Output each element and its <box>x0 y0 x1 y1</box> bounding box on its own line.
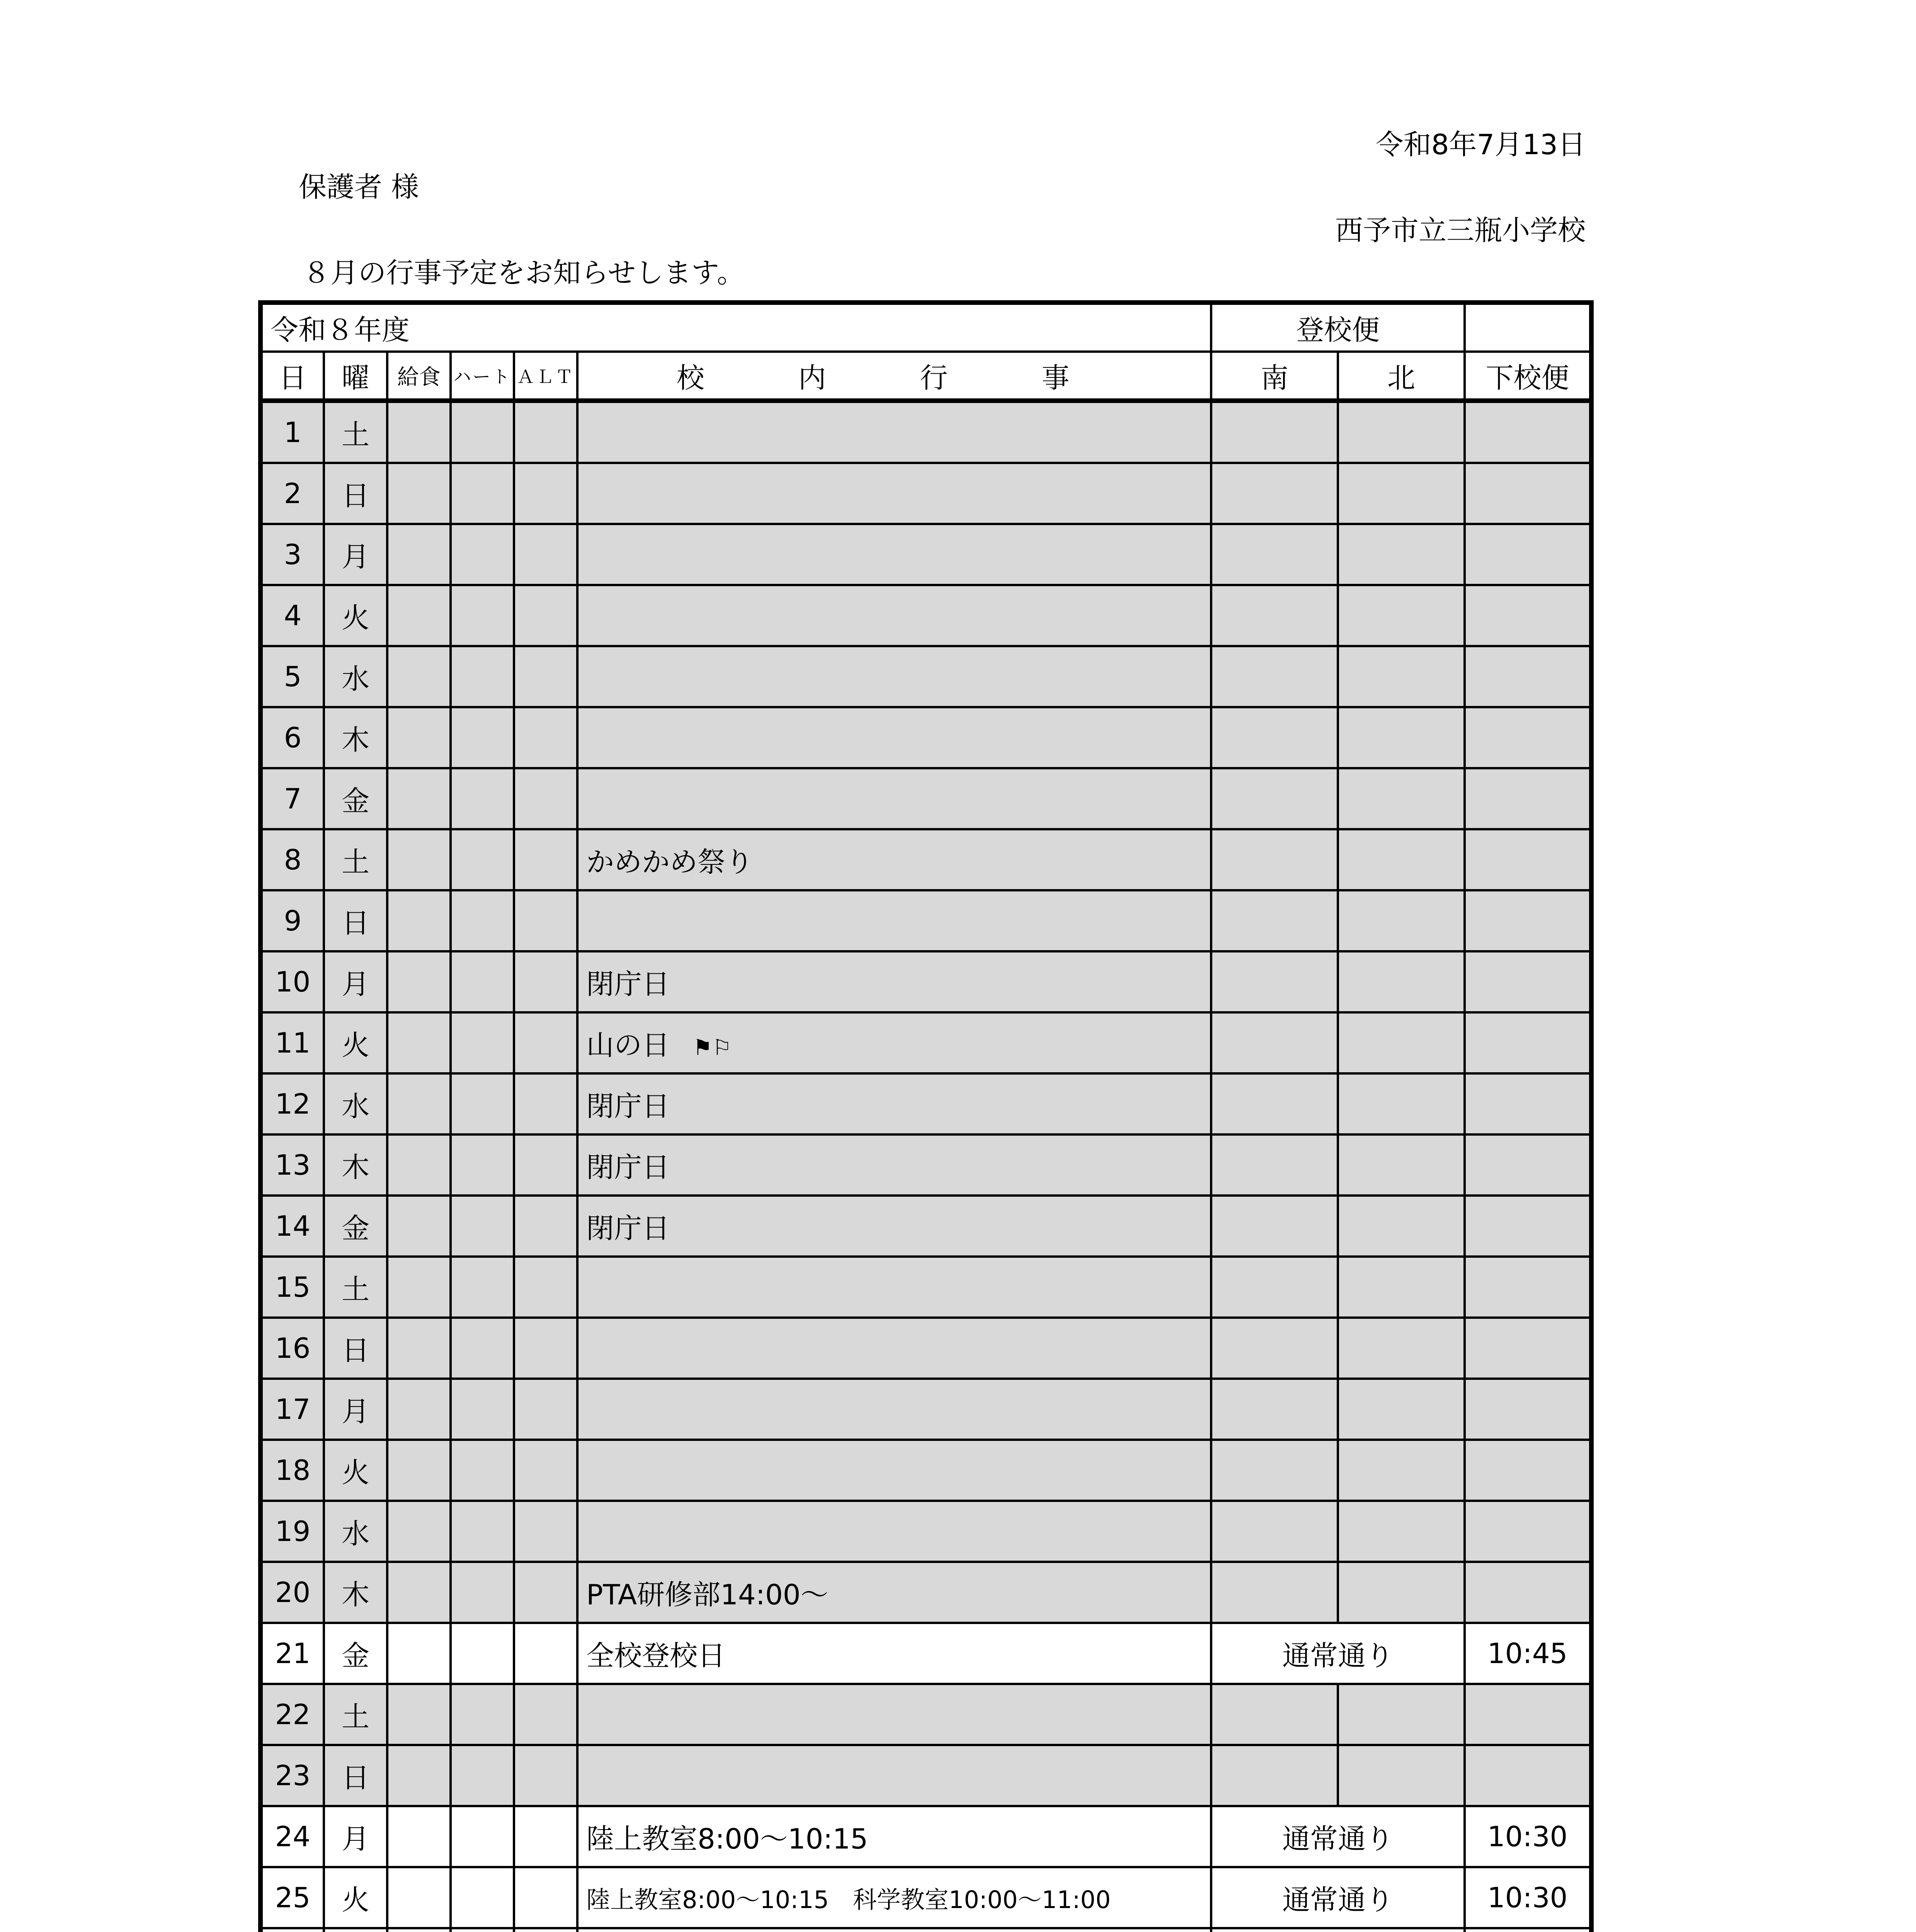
weekday: 水 <box>324 646 387 707</box>
heart-cell <box>451 1867 514 1928</box>
weekday: 土 <box>324 1257 387 1318</box>
day-number: 2 <box>260 463 324 524</box>
day-number: 12 <box>260 1073 324 1134</box>
dismissal-time <box>1465 1012 1591 1073</box>
heart-cell <box>451 829 514 890</box>
weekday: 火 <box>324 1867 387 1928</box>
south-bus-cell <box>1211 768 1338 829</box>
day-number: 23 <box>260 1745 324 1806</box>
heart-cell <box>451 1562 514 1623</box>
event-cell <box>577 1134 1211 1196</box>
north-bus-cell <box>1338 707 1465 768</box>
day-number: 9 <box>260 890 324 951</box>
table-row <box>260 1379 1591 1440</box>
event-text: 閉庁日 <box>586 1212 670 1245</box>
alt-cell <box>514 1745 577 1806</box>
day-number: 4 <box>260 585 324 646</box>
day-number: 10 <box>260 951 324 1012</box>
heart-cell <box>451 1012 514 1073</box>
north-bus-cell <box>1338 1257 1465 1318</box>
south-bus-cell <box>1211 1012 1338 1073</box>
dismissal-time <box>1465 646 1591 707</box>
table-row <box>260 829 1591 890</box>
day-number: 3 <box>260 524 324 585</box>
arrival-bus-header: 登校便 <box>1211 303 1465 352</box>
north-bus-cell <box>1338 524 1465 585</box>
south-bus-cell <box>1211 1196 1338 1257</box>
alt-cell <box>514 1806 577 1867</box>
day-number <box>260 1928 324 1932</box>
table-row <box>260 463 1591 524</box>
event-cell <box>577 1745 1211 1806</box>
weekday: 日 <box>324 1745 387 1806</box>
day-number: 21 <box>260 1623 324 1684</box>
event-cell <box>577 1623 1211 1684</box>
event-cell <box>577 1440 1211 1501</box>
table-row <box>260 1684 1591 1745</box>
heart-cell <box>451 463 514 524</box>
north-bus-cell <box>1338 1318 1465 1379</box>
dismissal-time <box>1465 1379 1591 1440</box>
event-text: 閉庁日 <box>586 1151 670 1184</box>
lunch-cell <box>387 1806 451 1867</box>
weekday: 火 <box>324 585 387 646</box>
heart-cell <box>451 768 514 829</box>
event-text: 閉庁日 <box>586 1090 670 1122</box>
col-lunch-header: 給食 <box>387 352 451 401</box>
table-row <box>260 401 1591 463</box>
weekday: 土 <box>324 401 387 463</box>
dismissal-time <box>1465 1257 1591 1318</box>
event-cell <box>577 524 1211 585</box>
dismissal-time <box>1465 1928 1591 1932</box>
alt-cell <box>514 524 577 585</box>
event-cell <box>577 1684 1211 1745</box>
table-row <box>260 890 1591 951</box>
weekday: 日 <box>324 463 387 524</box>
day-number: 13 <box>260 1134 324 1196</box>
heart-cell <box>451 1928 514 1932</box>
dismissal-time <box>1465 768 1591 829</box>
south-bus-cell <box>1211 646 1338 707</box>
col-weekday-header: 曜 <box>324 352 387 401</box>
alt-cell <box>514 585 577 646</box>
heart-cell <box>451 707 514 768</box>
event-cell <box>577 1501 1211 1562</box>
south-bus-cell <box>1211 707 1338 768</box>
day-number: 6 <box>260 707 324 768</box>
south-bus-cell <box>1211 1134 1338 1196</box>
south-bus-cell <box>1211 829 1338 890</box>
heart-cell <box>451 1806 514 1867</box>
heart-cell <box>451 1623 514 1684</box>
event-cell <box>577 1867 1211 1928</box>
table-row <box>260 1440 1591 1501</box>
arrival-bus-cell: 通常通り <box>1211 1806 1465 1867</box>
day-number: 14 <box>260 1196 324 1257</box>
heart-cell <box>451 1073 514 1134</box>
alt-cell <box>514 1440 577 1501</box>
table-row <box>260 768 1591 829</box>
arrival-bus-cell <box>1211 1928 1465 1932</box>
event-cell <box>577 890 1211 951</box>
dismissal-time <box>1465 1440 1591 1501</box>
alt-cell <box>514 1684 577 1745</box>
lunch-cell <box>387 1867 451 1928</box>
south-bus-cell <box>1211 1745 1338 1806</box>
weekday: 金 <box>324 1623 387 1684</box>
addressee: 保護者 様 <box>299 171 419 203</box>
lunch-cell <box>387 1501 451 1562</box>
heart-cell <box>451 1257 514 1318</box>
south-bus-cell <box>1211 1379 1338 1440</box>
weekday: 土 <box>324 1684 387 1745</box>
alt-cell <box>514 1867 577 1928</box>
table-row <box>260 1134 1591 1196</box>
day-number: 8 <box>260 829 324 890</box>
day-number: 11 <box>260 1012 324 1073</box>
alt-cell <box>514 1379 577 1440</box>
dismissal-time <box>1465 463 1591 524</box>
dismissal-time <box>1465 890 1591 951</box>
table-row <box>260 1073 1591 1134</box>
fiscal-year-label: 令和８年度 <box>260 303 1211 352</box>
table-row <box>260 524 1591 585</box>
lunch-cell <box>387 1562 451 1623</box>
alt-cell <box>514 951 577 1012</box>
alt-cell <box>514 401 577 463</box>
north-bus-cell <box>1338 646 1465 707</box>
lunch-cell <box>387 1440 451 1501</box>
south-bus-cell <box>1211 1257 1338 1318</box>
dismissal-time <box>1465 1562 1591 1623</box>
north-bus-cell <box>1338 1562 1465 1623</box>
weekday: 土 <box>324 829 387 890</box>
arrival-bus-cell: 通常通り <box>1211 1867 1465 1928</box>
event-cell <box>577 829 1211 890</box>
event-cell <box>577 1257 1211 1318</box>
alt-cell <box>514 1928 577 1932</box>
table-row <box>260 1318 1591 1379</box>
alt-cell <box>514 768 577 829</box>
weekday: 金 <box>324 768 387 829</box>
table-row <box>260 1012 1591 1073</box>
col-day-header: 日 <box>260 352 324 401</box>
north-bus-cell <box>1338 1745 1465 1806</box>
south-bus-cell <box>1211 890 1338 951</box>
col-heart-header: ハート <box>451 352 514 401</box>
lunch-cell <box>387 585 451 646</box>
document-date: 令和8年7月13日 <box>1375 128 1586 161</box>
col-south-header: 南 <box>1211 352 1338 401</box>
event-text: 全校登校日 <box>586 1639 726 1672</box>
dismissal-time <box>1465 1684 1591 1745</box>
table-row <box>260 1867 1591 1928</box>
school-name: 西予市立三瓶小学校 <box>1335 214 1586 247</box>
intro-text: ８月の行事予定をお知らせします。 <box>303 257 745 289</box>
weekday: 水 <box>324 1073 387 1134</box>
south-bus-cell <box>1211 1318 1338 1379</box>
north-bus-cell <box>1338 585 1465 646</box>
event-cell <box>577 1806 1211 1867</box>
day-number: 16 <box>260 1318 324 1379</box>
dismissal-time <box>1465 1134 1591 1196</box>
event-cell <box>577 1012 1211 1073</box>
south-bus-cell <box>1211 463 1338 524</box>
heart-cell <box>451 1440 514 1501</box>
table-row <box>260 1562 1591 1623</box>
schedule-table <box>258 300 1594 1932</box>
event-cell <box>577 1318 1211 1379</box>
dismissal-time <box>1465 951 1591 1012</box>
event-cell <box>577 1196 1211 1257</box>
lunch-cell <box>387 1012 451 1073</box>
lunch-cell <box>387 646 451 707</box>
day-number: 20 <box>260 1562 324 1623</box>
north-bus-cell <box>1338 401 1465 463</box>
dismissal-time <box>1465 585 1591 646</box>
event-text: 陸上教室8:00～10:15 科学教室10:00～11:00 <box>586 1885 1111 1914</box>
lunch-cell <box>387 890 451 951</box>
south-bus-cell <box>1211 585 1338 646</box>
heart-cell <box>451 1196 514 1257</box>
event-cell <box>577 1073 1211 1134</box>
day-number: 5 <box>260 646 324 707</box>
alt-cell <box>514 1318 577 1379</box>
alt-cell <box>514 1257 577 1318</box>
col-alt-header: ＡＬＴ <box>514 352 577 401</box>
alt-cell <box>514 1134 577 1196</box>
day-number: 15 <box>260 1257 324 1318</box>
event-cell <box>577 646 1211 707</box>
south-bus-cell <box>1211 1501 1338 1562</box>
blank-header-cell <box>1465 303 1591 352</box>
lunch-cell <box>387 1623 451 1684</box>
south-bus-cell <box>1211 1562 1338 1623</box>
crossed-flags-icon: ⚑⚐ <box>693 1035 732 1060</box>
day-number: 24 <box>260 1806 324 1867</box>
table-row <box>260 1806 1591 1867</box>
weekday: 金 <box>324 1196 387 1257</box>
day-number: 18 <box>260 1440 324 1501</box>
north-bus-cell <box>1338 1440 1465 1501</box>
weekday: 木 <box>324 707 387 768</box>
alt-cell <box>514 707 577 768</box>
event-text: 山の日 <box>586 1029 670 1061</box>
north-bus-cell <box>1338 1501 1465 1562</box>
table-row <box>260 1745 1591 1806</box>
dismissal-time <box>1465 1073 1591 1134</box>
dismissal-time <box>1465 707 1591 768</box>
alt-cell <box>514 1501 577 1562</box>
north-bus-cell <box>1338 951 1465 1012</box>
event-text: 陸上教室8:00～10:15 <box>586 1823 868 1855</box>
arrival-bus-cell: 通常通り <box>1211 1623 1465 1684</box>
event-cell <box>577 1928 1211 1932</box>
heart-cell <box>451 1379 514 1440</box>
lunch-cell <box>387 1257 451 1318</box>
alt-cell <box>514 1562 577 1623</box>
heart-cell <box>451 524 514 585</box>
event-cell <box>577 768 1211 829</box>
alt-cell <box>514 646 577 707</box>
table-title-row <box>260 303 1591 352</box>
weekday: 日 <box>324 890 387 951</box>
weekday: 月 <box>324 524 387 585</box>
lunch-cell <box>387 1196 451 1257</box>
day-number: 22 <box>260 1684 324 1745</box>
col-events-header: 校 内 行 事 <box>577 352 1211 401</box>
alt-cell <box>514 1623 577 1684</box>
south-bus-cell <box>1211 951 1338 1012</box>
event-text: 閉庁日 <box>586 968 670 1000</box>
lunch-cell <box>387 1745 451 1806</box>
weekday: 水 <box>324 1501 387 1562</box>
lunch-cell <box>387 707 451 768</box>
heart-cell <box>451 401 514 463</box>
north-bus-cell <box>1338 1012 1465 1073</box>
weekday: 火 <box>324 1012 387 1073</box>
lunch-cell <box>387 524 451 585</box>
weekday: 木 <box>324 1562 387 1623</box>
weekday: 月 <box>324 951 387 1012</box>
south-bus-cell <box>1211 524 1338 585</box>
heart-cell <box>451 1684 514 1745</box>
south-bus-cell <box>1211 1440 1338 1501</box>
table-row <box>260 585 1591 646</box>
day-number: 1 <box>260 401 324 463</box>
south-bus-cell <box>1211 1684 1338 1745</box>
event-text: かめかめ祭り <box>586 846 754 878</box>
dismissal-time <box>1465 829 1591 890</box>
alt-cell <box>514 1073 577 1134</box>
alt-cell <box>514 829 577 890</box>
heart-cell <box>451 646 514 707</box>
event-text: PTA研修部14:00～ <box>586 1578 829 1611</box>
lunch-cell <box>387 1928 451 1932</box>
lunch-cell <box>387 1684 451 1745</box>
weekday: 木 <box>324 1134 387 1196</box>
col-dismissal-header: 下校便 <box>1465 352 1591 401</box>
heart-cell <box>451 1134 514 1196</box>
dismissal-time <box>1465 1501 1591 1562</box>
heart-cell <box>451 890 514 951</box>
dismissal-time: 10:30 <box>1465 1806 1591 1867</box>
event-cell <box>577 585 1211 646</box>
north-bus-cell <box>1338 1073 1465 1134</box>
dismissal-time <box>1465 1196 1591 1257</box>
south-bus-cell <box>1211 401 1338 463</box>
north-bus-cell <box>1338 1134 1465 1196</box>
event-cell <box>577 1562 1211 1623</box>
alt-cell <box>514 463 577 524</box>
north-bus-cell <box>1338 463 1465 524</box>
table-row <box>260 951 1591 1012</box>
heart-cell <box>451 1745 514 1806</box>
event-cell <box>577 463 1211 524</box>
weekday: 月 <box>324 1379 387 1440</box>
heart-cell <box>451 1318 514 1379</box>
lunch-cell <box>387 951 451 1012</box>
dismissal-time <box>1465 524 1591 585</box>
lunch-cell <box>387 463 451 524</box>
table-row <box>260 646 1591 707</box>
lunch-cell <box>387 829 451 890</box>
lunch-cell <box>387 1379 451 1440</box>
lunch-cell <box>387 1134 451 1196</box>
heart-cell <box>451 951 514 1012</box>
dismissal-time: 10:30 <box>1465 1867 1591 1928</box>
col-north-header: 北 <box>1338 352 1465 401</box>
table-row <box>260 1501 1591 1562</box>
event-cell <box>577 951 1211 1012</box>
dismissal-time: 10:45 <box>1465 1623 1591 1684</box>
weekday <box>324 1928 387 1932</box>
day-number: 7 <box>260 768 324 829</box>
lunch-cell <box>387 401 451 463</box>
north-bus-cell <box>1338 1379 1465 1440</box>
alt-cell <box>514 1012 577 1073</box>
lunch-cell <box>387 1073 451 1134</box>
event-cell <box>577 401 1211 463</box>
day-number: 17 <box>260 1379 324 1440</box>
alt-cell <box>514 1196 577 1257</box>
north-bus-cell <box>1338 1196 1465 1257</box>
north-bus-cell <box>1338 1684 1465 1745</box>
table-row <box>260 1928 1591 1932</box>
north-bus-cell <box>1338 890 1465 951</box>
north-bus-cell <box>1338 829 1465 890</box>
heart-cell <box>451 1501 514 1562</box>
dismissal-time <box>1465 1318 1591 1379</box>
lunch-cell <box>387 768 451 829</box>
dismissal-time <box>1465 401 1591 463</box>
heart-cell <box>451 585 514 646</box>
weekday: 月 <box>324 1806 387 1867</box>
table-row <box>260 1257 1591 1318</box>
lunch-cell <box>387 1318 451 1379</box>
south-bus-cell <box>1211 1073 1338 1134</box>
day-number: 25 <box>260 1867 324 1928</box>
alt-cell <box>514 890 577 951</box>
table-row <box>260 1196 1591 1257</box>
table-row <box>260 707 1591 768</box>
weekday: 日 <box>324 1318 387 1379</box>
dismissal-time <box>1465 1745 1591 1806</box>
north-bus-cell <box>1338 768 1465 829</box>
table-row <box>260 1623 1591 1684</box>
event-cell <box>577 1379 1211 1440</box>
event-cell <box>577 707 1211 768</box>
column-header-row <box>260 352 1591 401</box>
weekday: 火 <box>324 1440 387 1501</box>
day-number: 19 <box>260 1501 324 1562</box>
